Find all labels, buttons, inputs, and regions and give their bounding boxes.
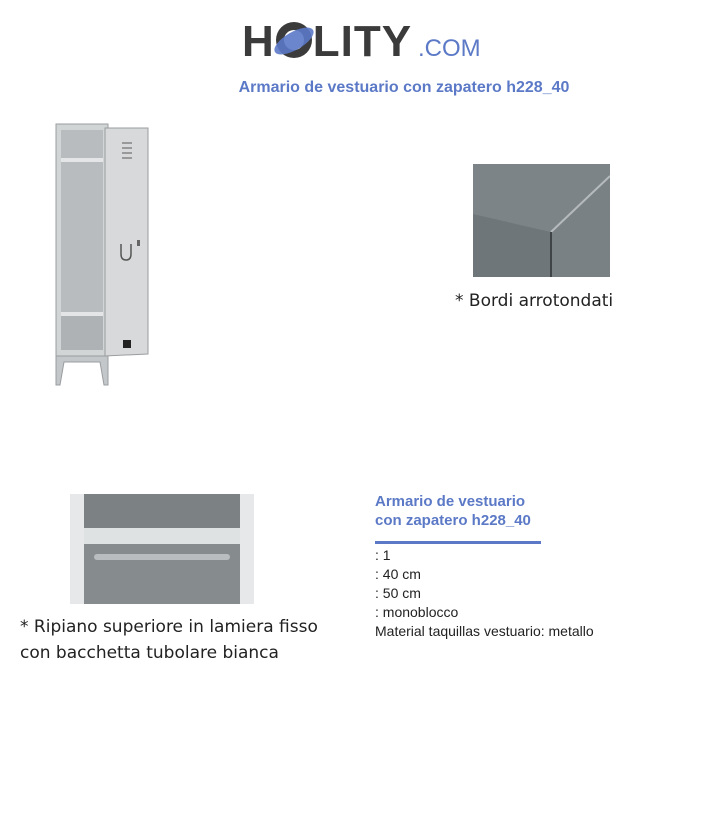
spec-row-type: : monoblocco xyxy=(375,604,459,620)
upper-shelf-detail xyxy=(70,494,254,604)
spec-title xyxy=(375,492,575,530)
holity-logo[interactable] xyxy=(242,14,492,70)
spec-row-width: : 40 cm xyxy=(375,566,421,582)
logo-wordmark: H LITY xyxy=(242,17,413,66)
spec-list xyxy=(375,546,594,641)
spec-title-line-2: con zapatero h228_40 xyxy=(375,512,531,529)
spec-row-material: Material taquillas vestuario: metallo xyxy=(375,623,594,639)
shelf-caption xyxy=(20,614,350,666)
spec-divider xyxy=(375,541,541,544)
page-title: Armario de vestuario con zapatero h228_40 xyxy=(238,79,570,96)
spec-row-quantity: : 1 xyxy=(375,547,391,563)
rounded-edge-detail xyxy=(473,164,610,277)
locker-product-image xyxy=(50,120,155,390)
spec-title-line-1: Armario de vestuario xyxy=(375,493,526,510)
shelf-caption-line-2: con bacchetta tubolare bianca xyxy=(20,643,279,663)
logo-domain: .COM xyxy=(418,35,481,62)
edge-caption: * Bordi arrotondati xyxy=(455,291,614,311)
shelf-caption-line-1: * Ripiano superiore in lamiera fisso xyxy=(20,617,318,637)
spec-row-depth: : 50 cm xyxy=(375,585,421,601)
logo-o-icon xyxy=(276,22,312,58)
